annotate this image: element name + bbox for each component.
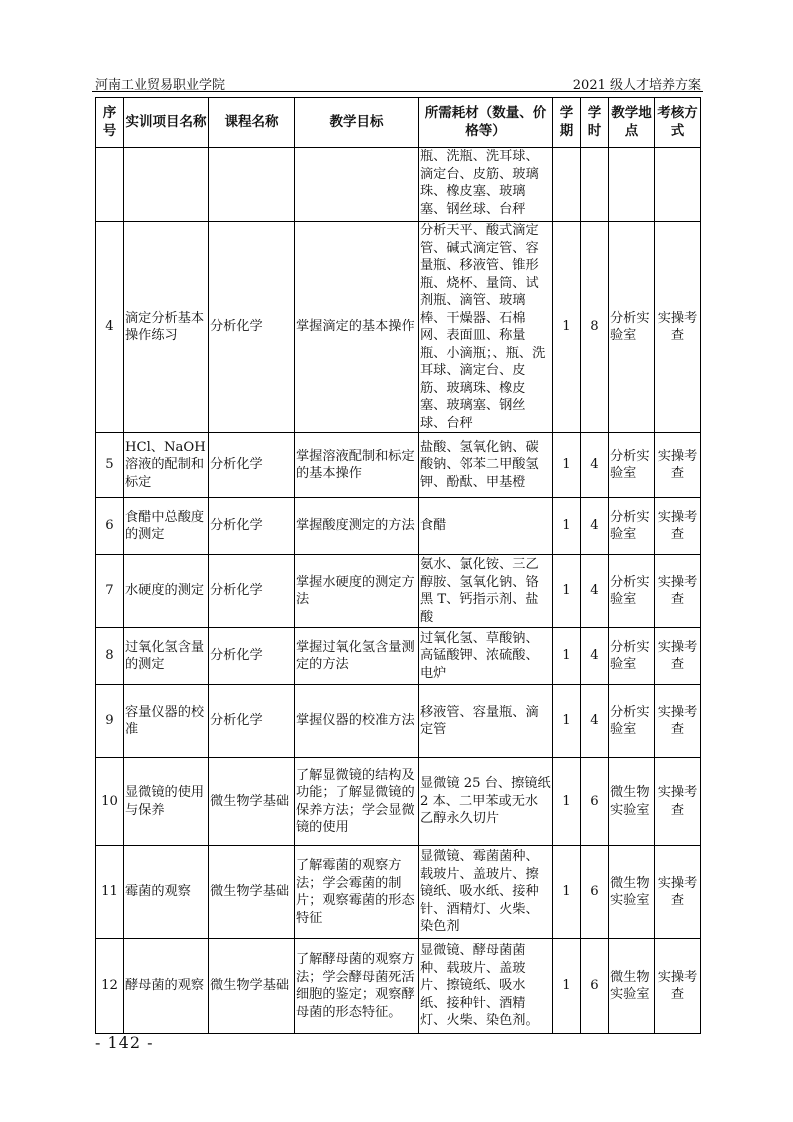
col-header-exam: 考核方式 [655, 98, 701, 148]
cell-term: 1 [553, 939, 581, 1034]
cell-hours: 4 [581, 555, 609, 628]
col-header-no: 序号 [96, 98, 124, 148]
header-rule [92, 91, 703, 92]
cell-project: 过氧化氢含量的测定 [124, 628, 209, 685]
cell-project: 霉菌的观察 [124, 846, 209, 939]
cell-no: 12 [96, 939, 124, 1034]
cell-materials: 显微镜、酵母菌菌种、载玻片、盖玻片、擦镜纸、吸水纸、接种针、酒精灯、火柴、染色剂。 [419, 939, 553, 1034]
cell-term: 1 [553, 555, 581, 628]
cell-exam: 实操考查 [655, 939, 701, 1034]
cell-exam: 实操考查 [655, 628, 701, 685]
cell-term: 1 [553, 628, 581, 685]
cell-exam: 实操考查 [655, 685, 701, 758]
col-header-materials: 所需耗材（数量、价格等） [419, 98, 553, 148]
cell-course: 分析化学 [209, 685, 295, 758]
col-header-goal: 教学目标 [295, 98, 419, 148]
cell-no: 9 [96, 685, 124, 758]
cell-materials: 过氧化氢、草酸钠、高锰酸钾、浓硫酸、电炉 [419, 628, 553, 685]
cell-no: 4 [96, 222, 124, 433]
cell-term: 1 [553, 433, 581, 498]
cell-goal: 了解霉菌的观察方法；学会霉菌的制片；观察霉菌的形态特征 [295, 846, 419, 939]
cell-materials: 瓶、洗瓶、洗耳球、滴定台、皮筋、玻璃珠、橡皮塞、玻璃塞、钢丝球、台秤 [419, 148, 553, 222]
cell-hours: 6 [581, 939, 609, 1034]
table-row [96, 433, 701, 498]
cell-exam: 实操考查 [655, 758, 701, 846]
cell-course: 分析化学 [209, 628, 295, 685]
cell-place: 微生物实验室 [609, 939, 655, 1034]
cell-term: 1 [553, 222, 581, 433]
cell-course: 分析化学 [209, 222, 295, 433]
table-row [96, 148, 701, 222]
cell-goal: 掌握滴定的基本操作 [295, 222, 419, 433]
cell-goal: 掌握水硬度的测定方法 [295, 555, 419, 628]
cell-goal [295, 148, 419, 222]
cell-term: 1 [553, 685, 581, 758]
cell-project: HCl、NaOH 溶液的配制和标定 [124, 433, 209, 498]
cell-hours: 4 [581, 685, 609, 758]
cell-exam: 实操考查 [655, 846, 701, 939]
cell-hours [581, 148, 609, 222]
table-row [96, 628, 701, 685]
cell-no: 8 [96, 628, 124, 685]
col-header-term: 学期 [553, 98, 581, 148]
table-row [96, 846, 701, 939]
table-header-row [96, 98, 701, 148]
cell-goal: 掌握过氧化氢含量测定的方法 [295, 628, 419, 685]
cell-term [553, 148, 581, 222]
cell-place: 微生物实验室 [609, 758, 655, 846]
cell-project: 滴定分析基本操作练习 [124, 222, 209, 433]
cell-goal: 掌握溶液配制和标定的基本操作 [295, 433, 419, 498]
cell-course: 分析化学 [209, 555, 295, 628]
cell-project: 水硬度的测定 [124, 555, 209, 628]
cell-materials: 移液管、容量瓶、滴定管 [419, 685, 553, 758]
cell-place: 微生物实验室 [609, 846, 655, 939]
cell-place [609, 148, 655, 222]
cell-project [124, 148, 209, 222]
cell-hours: 4 [581, 498, 609, 555]
cell-place: 分析实验室 [609, 555, 655, 628]
cell-hours: 8 [581, 222, 609, 433]
cell-exam: 实操考查 [655, 433, 701, 498]
cell-course [209, 148, 295, 222]
cell-project: 酵母菌的观察 [124, 939, 209, 1034]
cell-exam [655, 148, 701, 222]
cell-materials: 盐酸、氢氧化钠、碳酸钠、邻苯二甲酸氢钾、酚酞、甲基橙 [419, 433, 553, 498]
cell-materials: 氨水、氯化铵、三乙醇胺、氢氧化钠、铬黑 T、钙指示剂、盐酸 [419, 555, 553, 628]
header-school-name: 河南工业贸易职业学院 [95, 78, 226, 93]
cell-term: 1 [553, 758, 581, 846]
cell-goal: 了解酵母菌的观察方法；学会酵母菌死活细胞的鉴定；观察酵母菌的形态特征。 [295, 939, 419, 1034]
cell-goal: 掌握酸度测定的方法 [295, 498, 419, 555]
cell-no: 7 [96, 555, 124, 628]
table-row [96, 758, 701, 846]
cell-project: 显微镜的使用与保养 [124, 758, 209, 846]
cell-no: 10 [96, 758, 124, 846]
cell-materials: 显微镜 25 台、擦镜纸 2 本、二甲苯或无水乙醇永久切片 [419, 758, 553, 846]
cell-hours: 4 [581, 433, 609, 498]
cell-materials: 分析天平、酸式滴定管、碱式滴定管、容量瓶、移液管、锥形瓶、烧杯、量筒、试剂瓶、滴管、玻璃棒、干燥器、石棉网、表面皿、称量瓶、小滴瓶；、瓶、洗耳球、滴定台、皮筋、玻璃珠、橡皮塞、玻璃塞、钢丝球、台秤 [419, 222, 553, 433]
table-row [96, 939, 701, 1034]
cell-place: 分析实验室 [609, 685, 655, 758]
cell-no [96, 148, 124, 222]
cell-course: 分析化学 [209, 498, 295, 555]
cell-course: 分析化学 [209, 433, 295, 498]
cell-place: 分析实验室 [609, 433, 655, 498]
cell-term: 1 [553, 498, 581, 555]
cell-materials: 食醋 [419, 498, 553, 555]
page-number: - 142 - [95, 1033, 154, 1052]
cell-place: 分析实验室 [609, 628, 655, 685]
col-header-project: 实训项目名称 [124, 98, 209, 148]
col-header-hours: 学时 [581, 98, 609, 148]
cell-place: 分析实验室 [609, 498, 655, 555]
cell-no: 5 [96, 433, 124, 498]
cell-exam: 实操考查 [655, 498, 701, 555]
cell-course: 微生物学基础 [209, 758, 295, 846]
header-doc-title: 2021 级人才培养方案 [572, 78, 701, 93]
cell-hours: 6 [581, 758, 609, 846]
cell-no: 11 [96, 846, 124, 939]
cell-hours: 6 [581, 846, 609, 939]
training-table [95, 97, 701, 1034]
cell-goal: 了解显微镜的结构及功能；了解显微镜的保养方法；学会显微镜的使用 [295, 758, 419, 846]
table-row [96, 685, 701, 758]
cell-project: 食醋中总酸度的测定 [124, 498, 209, 555]
cell-course: 微生物学基础 [209, 939, 295, 1034]
cell-project: 容量仪器的校准 [124, 685, 209, 758]
cell-course: 微生物学基础 [209, 846, 295, 939]
col-header-course: 课程名称 [209, 98, 295, 148]
cell-materials: 显微镜、霉菌菌种、载玻片、盖玻片、擦镜纸、吸水纸、接种针、酒精灯、火柴、染色剂 [419, 846, 553, 939]
table-row [96, 222, 701, 433]
cell-place: 分析实验室 [609, 222, 655, 433]
cell-exam: 实操考查 [655, 222, 701, 433]
cell-term: 1 [553, 846, 581, 939]
col-header-place: 教学地点 [609, 98, 655, 148]
cell-no: 6 [96, 498, 124, 555]
table-row [96, 555, 701, 628]
cell-exam: 实操考查 [655, 555, 701, 628]
table-row [96, 498, 701, 555]
cell-goal: 掌握仪器的校准方法 [295, 685, 419, 758]
cell-hours: 4 [581, 628, 609, 685]
